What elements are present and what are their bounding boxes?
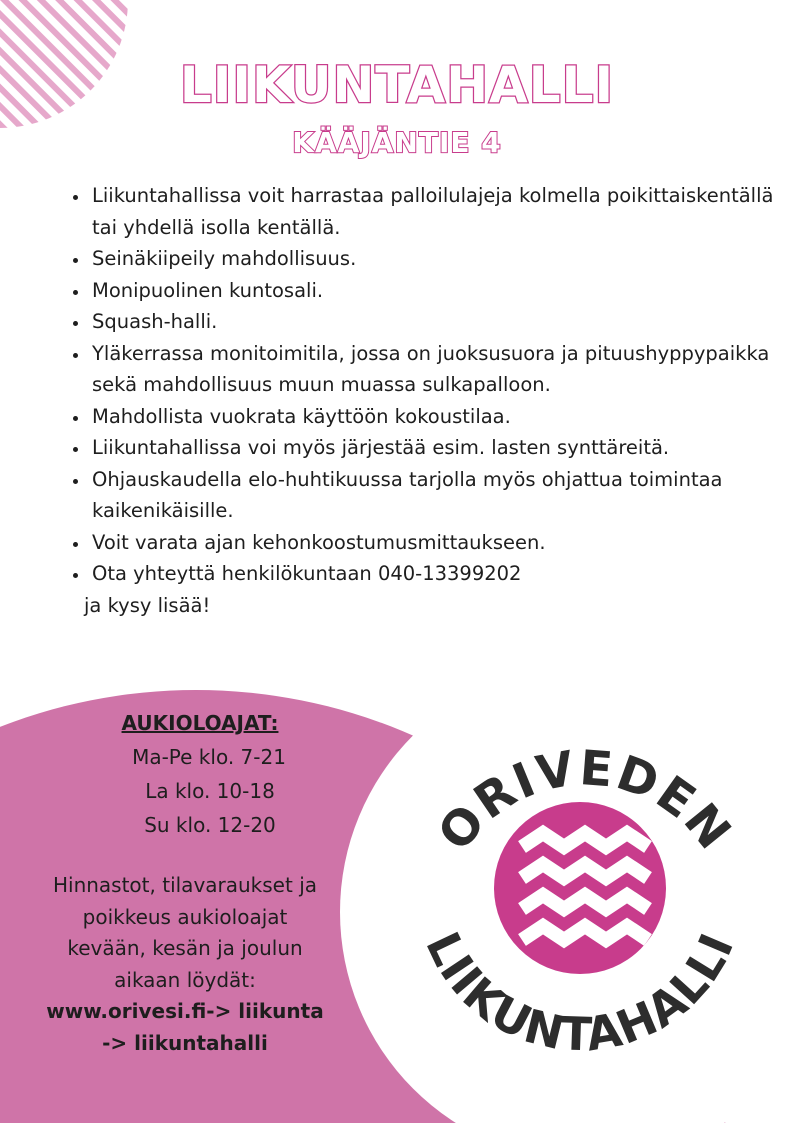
list-item: • Ohjauskaudella elo-huhtikuussa tarjolla myös ohjattua toimintaa kaikenikäisille. (90, 464, 780, 527)
opening-hours (72, 706, 328, 842)
hours-row: La klo. 10-18 (145, 779, 275, 803)
list-item: • Yläkerrassa monitoimitila, jossa on juoksusuora ja pituushyppypaikka sekä mahdollisuus muun muassa sulkapalloon. (90, 338, 780, 401)
info-line: aikaan löydät: (114, 967, 256, 992)
logo-top-text: ORIVEDEN (427, 740, 743, 862)
info-line: Hinnastot, tilavaraukset ja (52, 873, 318, 897)
oriveden-liikuntahalli-logo (392, 700, 772, 1080)
info-line: kevään, kesän ja joulun (67, 936, 303, 960)
contact-text: Ota yhteyttä henkilökuntaan 040-13399202 (92, 562, 522, 585)
list-item: • Liikuntahallissa voit harrastaa palloilulajeja kolmella poikittaiskentällä tai yhdellä isolla kentällä. (90, 180, 780, 243)
list-item: • Voit varata ajan kehonkoostumusmittaukseen. (90, 527, 780, 559)
hours-row: Ma-Pe klo. 7-21 (132, 745, 286, 769)
info-line: poikkeus aukioloajat (82, 904, 288, 929)
logo-bottom-text: LIIKUNTAHALLI (415, 923, 745, 1062)
page-title: LIIKUNTAHALLI (179, 56, 615, 114)
list-item: • Monipuolinen kuntosali. (90, 275, 780, 307)
contact-tail-text: ja kysy lisää! (84, 593, 211, 617)
info-text (20, 870, 350, 1059)
list-item: • Squash-halli. (90, 306, 780, 338)
list-item: • Mahdollista vuokrata käyttöön kokoustilaa. (90, 401, 780, 433)
website-link[interactable]: www.orivesi.fi-> liikunta (46, 999, 324, 1023)
list-item: • Liikuntahallissa voi myös järjestää esim. lasten synttäreitä. (90, 432, 780, 464)
logo-magenta-circle (494, 802, 666, 974)
website-link-continuation: -> liikuntahalli (102, 1030, 268, 1055)
opening-hours-heading: AUKIOLOAJAT: (121, 711, 279, 735)
list-item: • Seinäkiipeily mahdollisuus. (90, 243, 780, 275)
address-subtitle: KÄÄJÄNTIE 4 (292, 126, 502, 159)
hours-row: Su klo. 12-20 (144, 813, 276, 837)
